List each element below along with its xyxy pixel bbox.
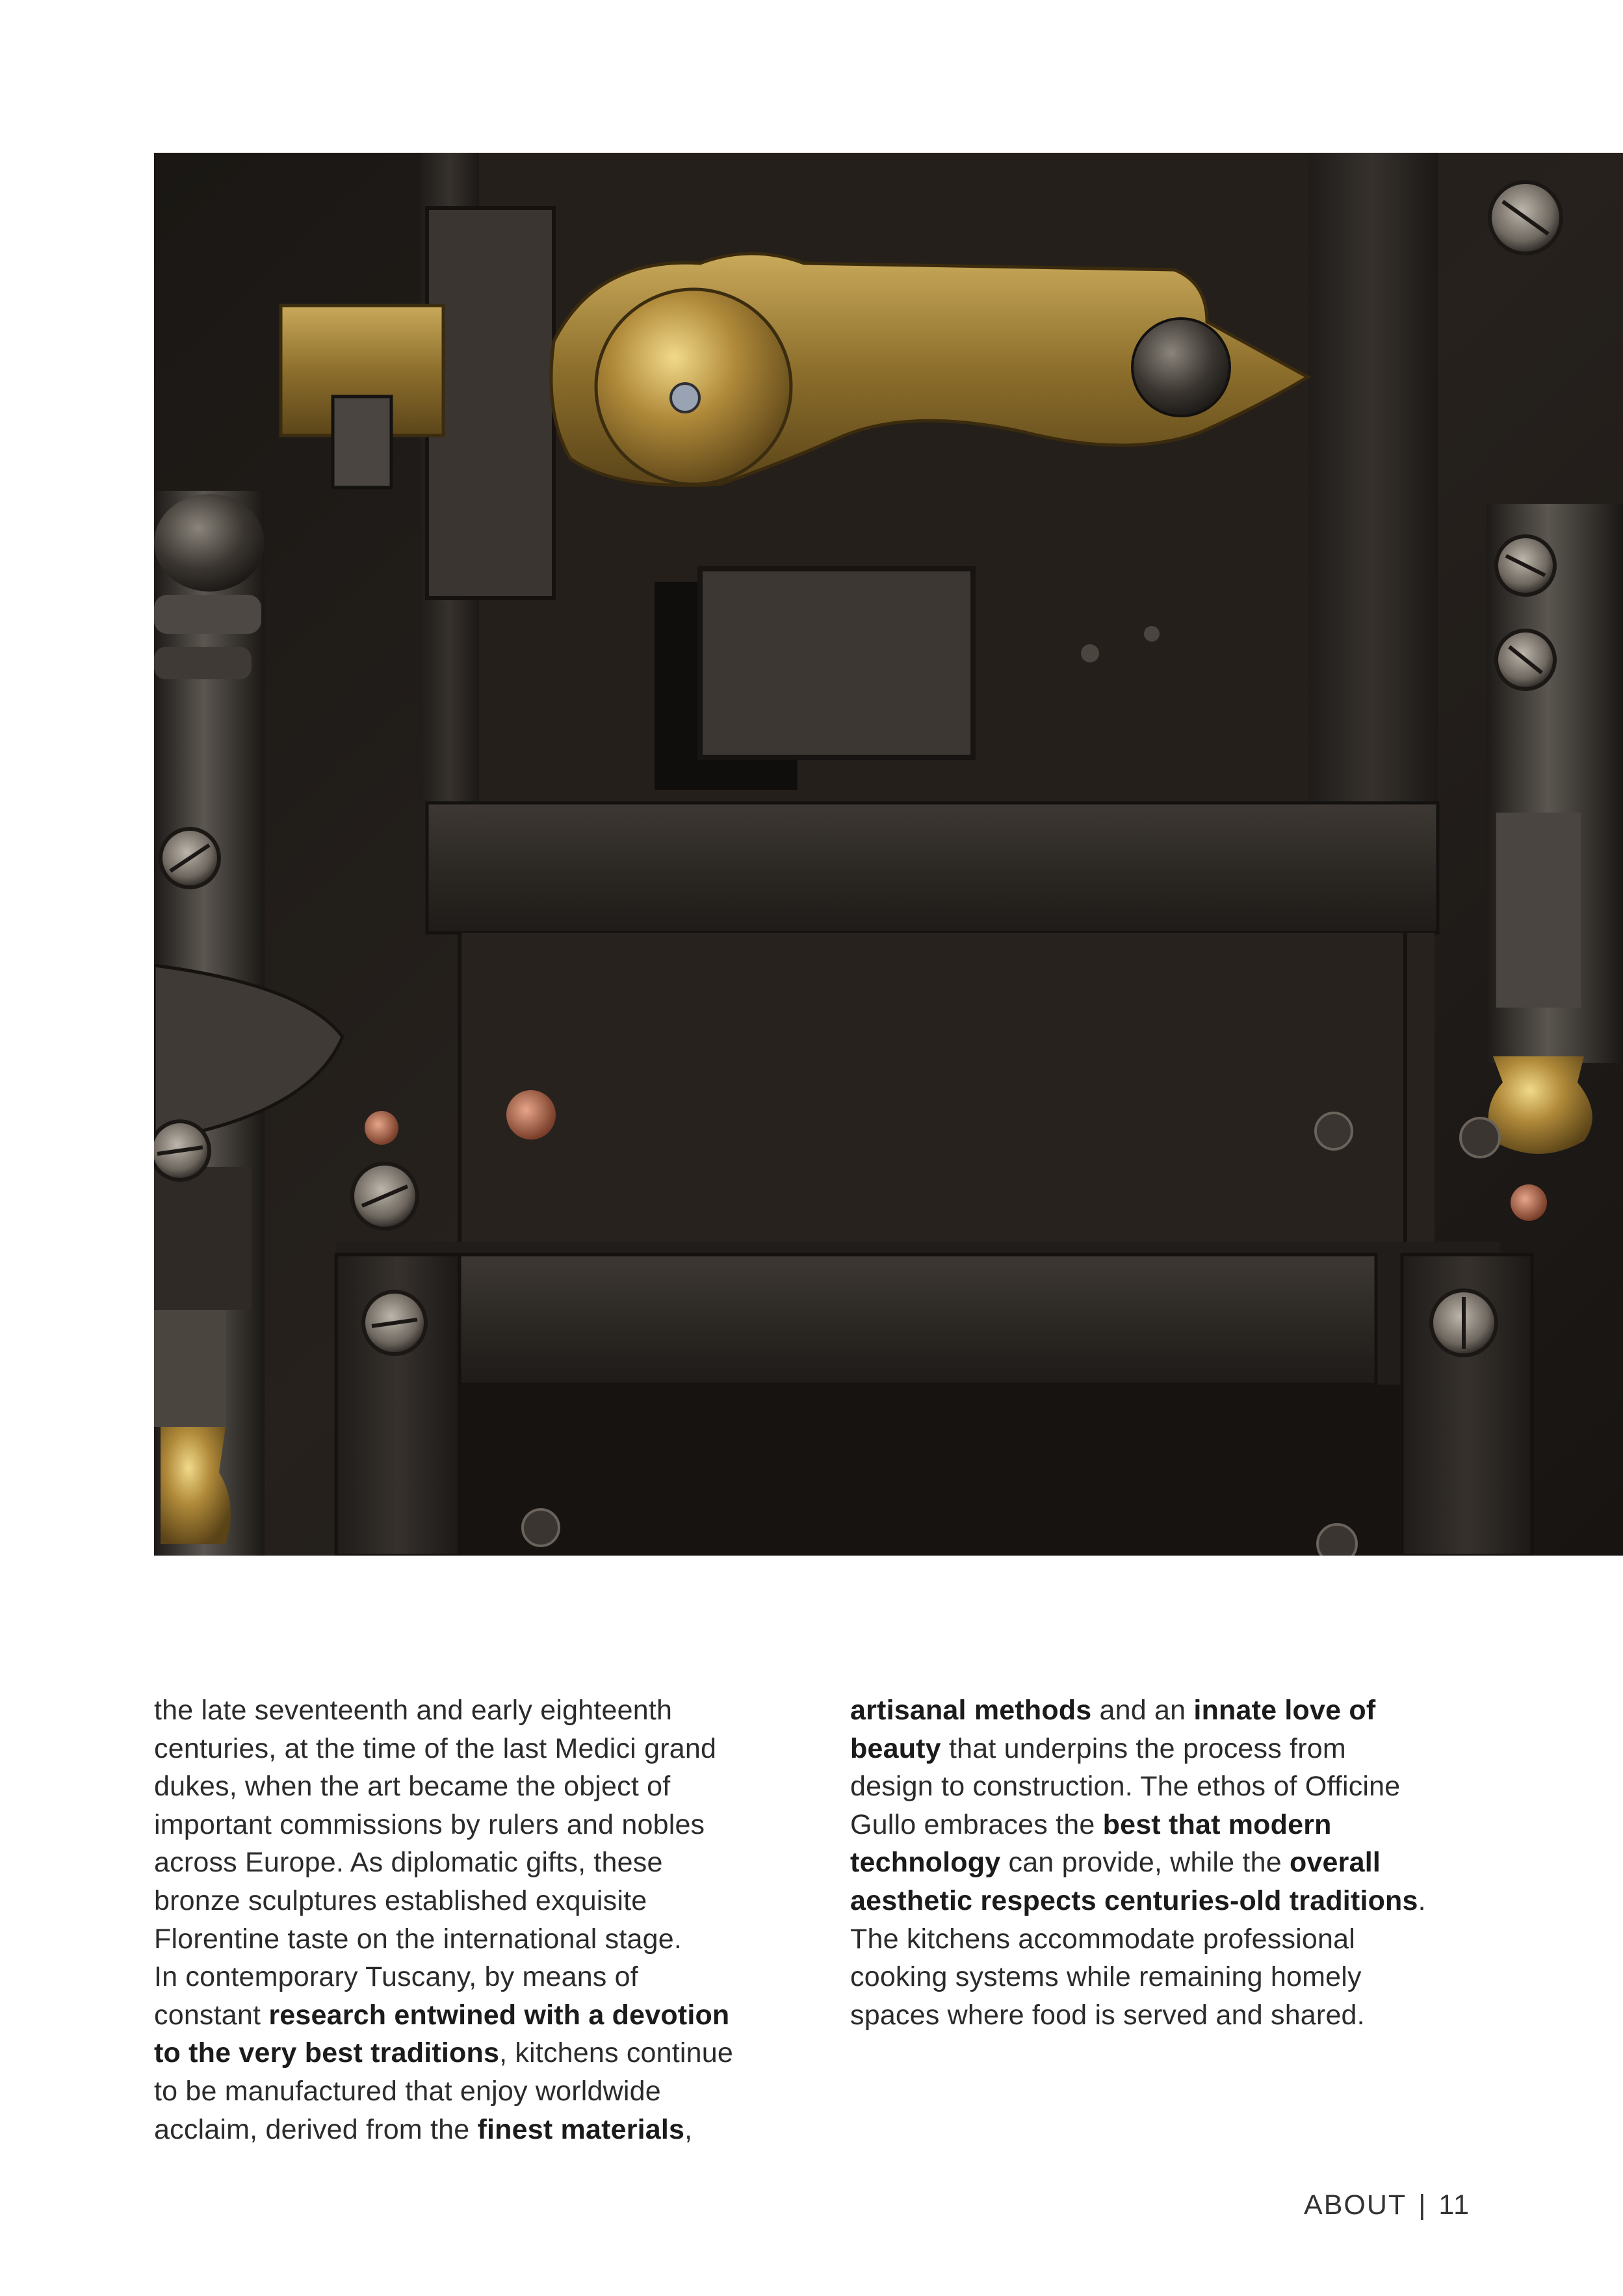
text-run: important commissions by rulers and nobles — [154, 1808, 705, 1840]
text-run: the late seventeenth and early eighteenth — [154, 1695, 673, 1726]
text-line — [154, 2072, 811, 2111]
text-line — [850, 1691, 1507, 1730]
text-run: . — [1418, 1885, 1426, 1916]
bold-text-run: to the very best traditions — [154, 2037, 500, 2069]
text-run: constant — [154, 1999, 269, 2031]
text-run: Florentine taste on the international stage. — [154, 1923, 682, 1955]
text-line — [154, 1996, 811, 2035]
text-run: The kitchens accommodate professional — [850, 1923, 1356, 1955]
text-line — [154, 1730, 811, 1768]
text-line — [850, 1806, 1507, 1844]
body-text-left-column — [154, 1691, 811, 2148]
text-run: In contemporary Tuscany, by means of — [154, 1961, 638, 1993]
bold-text-run: artisanal methods — [850, 1695, 1092, 1726]
bold-text-run: aesthetic respects centuries-old traditions — [850, 1885, 1418, 1916]
text-line — [850, 1882, 1507, 1920]
text-run: acclaim, derived from the — [154, 2113, 478, 2145]
text-run: cooking systems while remaining homely — [850, 1961, 1362, 1993]
text-run: Gullo embraces the — [850, 1808, 1103, 1840]
text-line — [850, 1844, 1507, 1882]
text-run: to be manufactured that enjoy worldwide — [154, 2075, 661, 2107]
footer-separator: | — [1418, 2189, 1427, 2221]
text-run: , kitchens continue — [499, 2037, 734, 2069]
text-run: can provide, while the — [1000, 1847, 1290, 1879]
bold-text-run: overall — [1289, 1847, 1381, 1879]
text-run: bronze sculptures established exquisite — [154, 1885, 647, 1916]
bold-text-run: beauty — [850, 1732, 941, 1764]
text-line — [154, 2034, 811, 2072]
text-run: centuries, at the time of the last Medici grand — [154, 1732, 717, 1764]
page-footer — [1304, 2189, 1470, 2221]
body-text-right-column — [850, 1691, 1507, 2034]
text-line — [154, 1768, 811, 1806]
text-line — [154, 1882, 811, 1920]
bold-text-run: research entwined with a devotion — [268, 1999, 730, 2031]
text-line — [154, 1958, 811, 1996]
text-line — [154, 1691, 811, 1730]
text-run: and an — [1091, 1695, 1194, 1726]
text-run: spaces where food is served and shared. — [850, 1999, 1365, 2031]
text-run: across Europe. As diplomatic gifts, these — [154, 1847, 663, 1879]
text-line — [850, 1996, 1507, 2035]
lock-photograph — [154, 153, 1623, 1556]
text-line — [154, 1920, 811, 1959]
text-run: that underpins the process from — [941, 1732, 1346, 1764]
bold-text-run: finest materials — [477, 2113, 685, 2145]
text-line — [850, 1920, 1507, 1959]
section-name: ABOUT — [1304, 2189, 1407, 2221]
bold-text-run: best that modern — [1102, 1808, 1332, 1840]
text-line — [154, 2111, 811, 2149]
text-run: design to construction. The ethos of Officine — [850, 1771, 1401, 1803]
page-number: 11 — [1438, 2189, 1470, 2221]
text-line — [850, 1768, 1507, 1806]
lock-photo-graphic — [154, 153, 1623, 1556]
text-run: dukes, when the art became the object of — [154, 1771, 671, 1803]
text-line — [154, 1806, 811, 1844]
text-run: , — [684, 2113, 693, 2145]
text-line — [154, 1844, 811, 1882]
bold-text-run: innate love of — [1193, 1695, 1376, 1726]
text-line — [850, 1730, 1507, 1768]
text-line — [850, 1958, 1507, 1996]
bold-text-run: technology — [850, 1847, 1001, 1879]
